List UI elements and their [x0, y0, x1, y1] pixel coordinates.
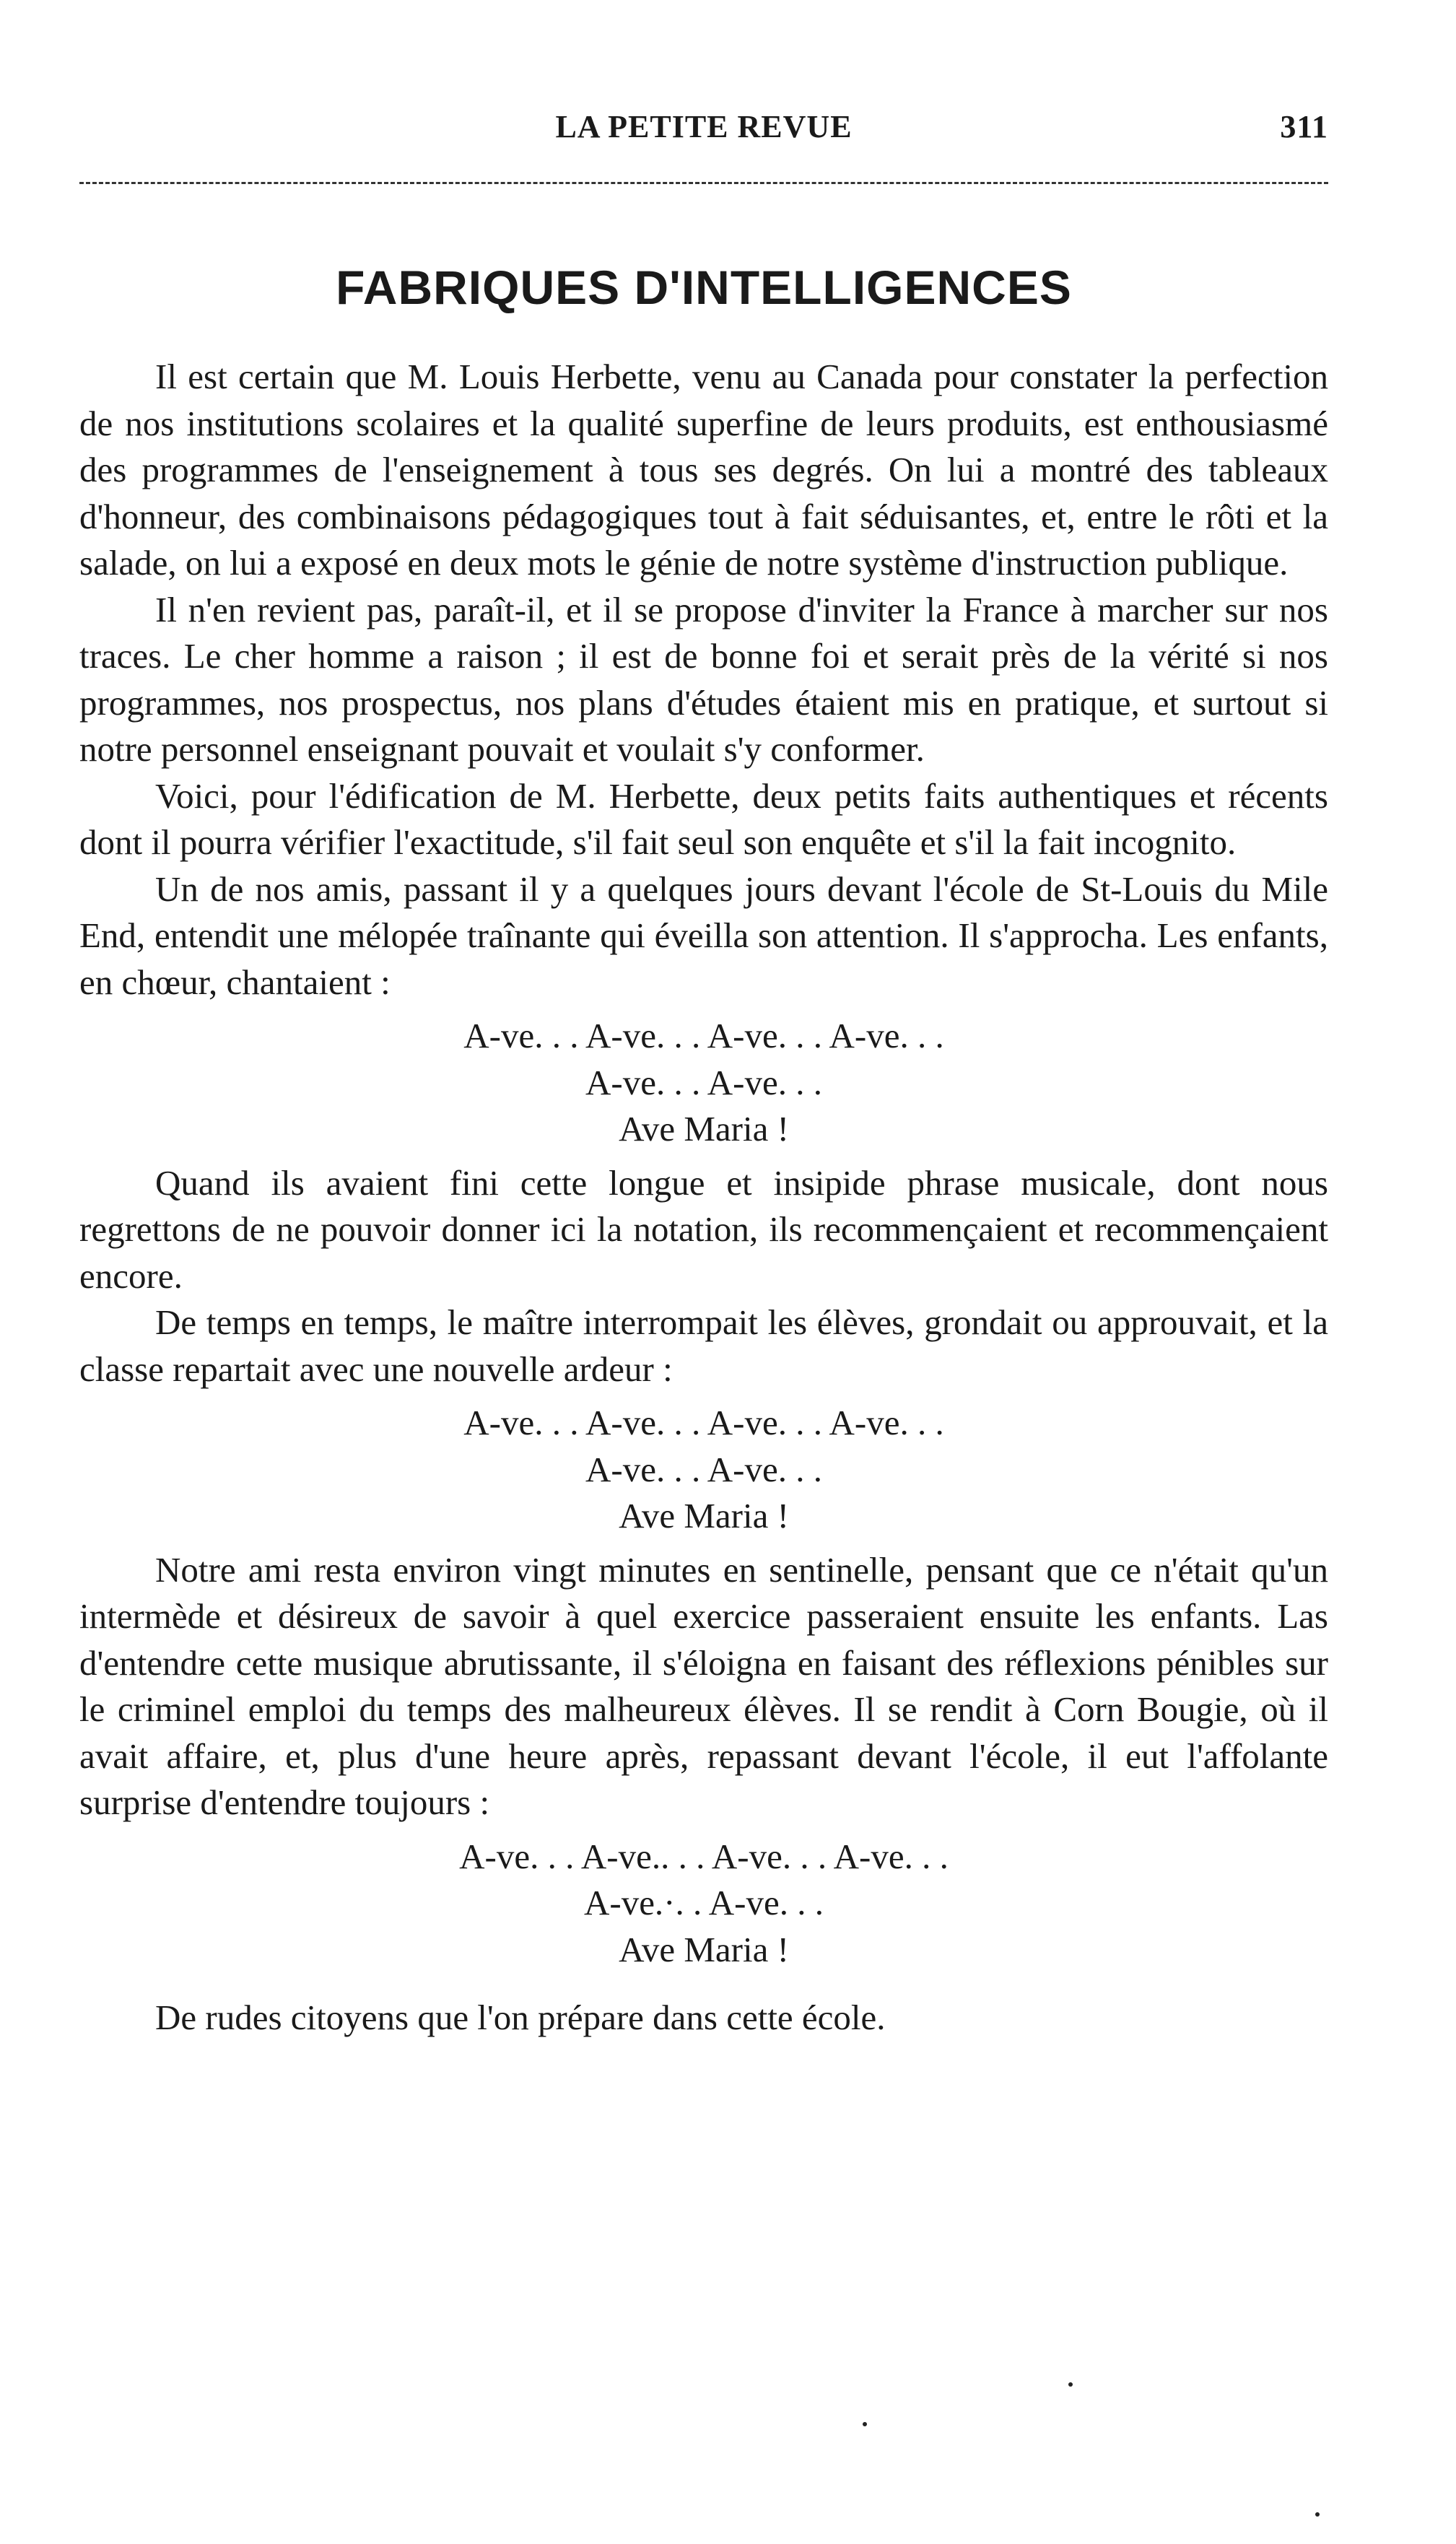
paragraph: De temps en temps, le maître interrompait les élèves, grondait ou approuvait, et la classe repartait avec une nouvelle ardeur : — [79, 1302, 1328, 1389]
chant-line: Ave Maria ! — [619, 1109, 789, 1149]
paragraph: Un de nos amis, passant il y a quelques jours devant l'école de St-Louis du Mile End, entendit une mélopée traînante qui éveilla son attention. Il s'approcha. Les enfants, en chœur, chantaient : — [79, 868, 1328, 1002]
paragraph: Voici, pour l'édification de M. Herbette, deux petits faits authentiques et récents dont il pourra vérifier l'exactitude, s'il fait seul son enquête et s'il la fait incognito. — [79, 775, 1328, 862]
closing-line: De rudes citoyens que l'on prépare dans cette école. — [155, 1998, 886, 2037]
paragraph: Il n'en revient pas, paraît-il, et il se propose d'inviter la France à marcher sur nos traces. Le cher homme a raison ; il est de bonne foi et serait près de la vérité si nos programmes, nos prospectus, nos plans d'études étaient mis en pratique, et surtout si notre personnel enseignant pouvait et voulait s'y conformer. — [79, 589, 1328, 769]
chant-verse — [79, 1393, 1328, 1547]
running-head — [79, 108, 1328, 152]
chant-verse — [79, 1006, 1328, 1160]
article-body — [79, 354, 1328, 2042]
paragraph: Quand ils avaient fini cette longue et insipide phrase musicale, dont nous regrettons de ne pouvoir donner ici la notation, ils recommençaient et recommençaient encore. — [79, 1162, 1328, 1296]
chant-line: A-ve. . . A-ve. . . — [585, 1449, 822, 1489]
chant-line: A-ve. . . A-ve. . . A-ve. . . A-ve. . . — [463, 1016, 944, 1055]
ink-speck — [1068, 2382, 1073, 2387]
article-title: FABRIQUES D'INTELLIGENCES — [336, 261, 1072, 314]
chant-line: A-ve. . . A-ve.. . . A-ve. . . A-ve. . . — [459, 1836, 949, 1876]
chant-line: A-ve. . . A-ve. . . — [585, 1062, 822, 1102]
chant-line: Ave Maria ! — [619, 1929, 789, 1969]
chant-line: A-ve.·. . A-ve. . . — [583, 1883, 824, 1922]
chant-line: A-ve. . . A-ve. . . A-ve. . . A-ve. . . — [463, 1403, 944, 1442]
paragraph: Notre ami resta environ vingt minutes en sentinelle, pensant que ce n'était qu'un intermède et désireux de savoir à quel exercice passeraient ensuite les enfants. Las d'entendre cette musique abrutissante, il s'éloigna en faisant des réflexions pénibles sur le criminel emploi du temps des malheureux élèves. Il se rendit à Corn Bougie, où il avait affaire, et, plus d'une heure après, repassant devant l'école, il eut l'affolante surprise d'entendre toujours : — [79, 1549, 1328, 1822]
ink-speck — [1315, 2512, 1320, 2517]
chant-verse — [79, 1826, 1328, 1988]
running-title: LA PETITE REVUE — [555, 109, 853, 144]
ink-speck — [863, 2422, 867, 2426]
page-number: 311 — [1280, 109, 1328, 144]
paragraph: Il est certain que M. Louis Herbette, venu au Canada pour constater la perfection de nos institutions scolaires et la qualité superfine de leurs produits, est enthousiasmé des programmes de l'enseignement à tous ses degrés. On lui a montré des tableaux d'honneur, des combinaisons pédagogiques tout à fait séduisantes, et, entre le rôti et la salade, on lui a exposé en deux mots le génie de notre système d'instruction publique. — [79, 357, 1328, 583]
chant-line: Ave Maria ! — [619, 1496, 789, 1535]
header-rule — [79, 182, 1328, 184]
